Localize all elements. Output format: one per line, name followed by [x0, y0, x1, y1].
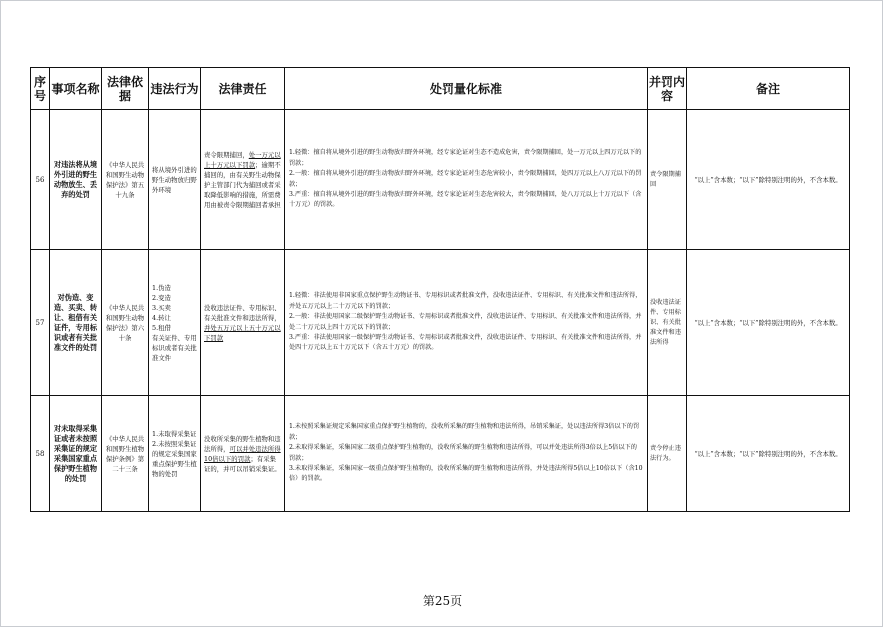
row-note: “以上”含本数；“以下”除特别注明的外，不含本数。: [687, 396, 850, 512]
standard-line: 2.一般：擅自将从境外引进的野生动物放归野外环境，经专家论证对生态危害较小，责令限期捕回，处四万元以上八万元以下的罚款；: [289, 170, 642, 188]
act-line: 5.租借: [152, 323, 171, 332]
table-row: [31, 250, 850, 396]
act-line: 1.伪造: [152, 283, 171, 292]
row-standard: [285, 110, 648, 250]
header-std: 处罚量化标准: [285, 68, 648, 110]
row-law: 《中华人民共和国野生动物保护法》第五十九条: [102, 110, 149, 250]
page-number: 第25页: [422, 594, 463, 608]
standard-line: 2.一般：非法使用国家二级保护野生动物证书、专用标识或者批准文件，没收违法证件、专用标识、有关批准文件和违法所得，并处二十万元以上四十万元以下的罚款；: [289, 313, 642, 331]
row-item: 对未取得采集证或者未按照采集证的规定采集国家重点保护野生植物的处罚: [50, 396, 102, 512]
row-note: “以上”含本数；“以下”除特别注明的外，不含本数。: [687, 250, 850, 396]
standard-line: 3.严重：擅自将从境外引进的野生动物放归野外环境，经专家论证对生态危害较大，责令限期捕回，处八万元以上十万元以下（含十万元）的罚款。: [289, 190, 642, 209]
act-line: 4.转让: [152, 313, 171, 322]
standard-line: 1.轻微：擅自将从境外引进的野生动物放归野外环境，经专家论证对生态不造成危害，责令限期捕回，处一万元以上四万元以下的罚款；: [289, 149, 642, 167]
header-act: 违法行为: [149, 68, 201, 110]
row-law: 《中华人民共和国野生植物保护条例》第二十三条: [102, 396, 149, 512]
table-row: [31, 396, 850, 512]
row-resp: [201, 110, 285, 250]
row-resp: [201, 396, 285, 512]
resp-underlined-text: 处一万元以上十万元以下罚款: [204, 150, 281, 169]
standard-line: 2.未取得采集证，采集国家二级重点保护野生植物的，没收所采集的野生植物和违法所得，可以并处违法所得3倍以上5倍以下的罚款；: [289, 444, 637, 462]
row-act: 将从境外引进的野生动物放归野外环境: [149, 110, 201, 250]
resp-text: 没收所采集的野生植物和违法所得，: [204, 434, 281, 453]
act-line: 1.未取得采集证: [152, 429, 197, 438]
standard-line: 1.轻微：非法使用非国家重点保护野生动物证书、专用标识或者批准文件，没收违法证件、专用标识、有关批准文件和违法所得，并处五万元以上二十万元以下的罚款；: [289, 292, 642, 310]
act-line: 3.买卖: [152, 303, 171, 312]
header-law: 法律依据: [102, 68, 149, 110]
resp-text: 没收违法证件、专用标识、有关批准文件和违法所得，: [204, 303, 281, 322]
standard-line: 3.未取得采集证，采集国家一级重点保护野生植物的，没收所采集的野生植物和违法所得，并处违法所得5倍以上10倍以下（含10倍）的罚款。: [289, 464, 643, 483]
row-item: 对违法将从境外引进的野生动物放生、丢弃的处罚: [50, 110, 102, 250]
resp-text: ；逾期不捕回的，由有关野生动物保护主管部门代为捕回或者采取降低影响的措施，所需费用由被责令限期捕回者承担: [204, 160, 281, 209]
row-combined: 没收违法证件、专用标识、有关批准文件和违法所得: [648, 250, 687, 396]
row-act: [149, 250, 201, 396]
row-combined: 责令限期捕回: [648, 110, 687, 250]
header-note: 备注: [687, 68, 850, 110]
standard-line: 1.未按照采集证规定采集国家重点保护野生植物的，没收所采集的野生植物和违法所得，吊销采集证，处以违法所得3倍以下的罚款；: [289, 423, 640, 441]
row-standard: [285, 396, 648, 512]
penalty-table: [30, 67, 850, 512]
standard-line: 3.严重：非法使用国家一级保护野生动物证书、专用标识或者批准文件，没收违法证件、专用标识、有关批准文件和违法所得，并处四十万元以上五十万元以下（含五十万元）的罚款。: [289, 333, 642, 352]
header-resp: 法律责任: [201, 68, 285, 110]
row-number: 56: [31, 110, 50, 250]
resp-underlined-text: 可以并处违法所得10倍以下的罚款: [204, 444, 281, 463]
row-resp: [201, 250, 285, 396]
act-line: 2.未按照采集证的规定采集国家重点保护野生植物的处罚: [152, 439, 197, 478]
row-standard: [285, 250, 648, 396]
row-item: 对伪造、变造、买卖、转让、租借有关证件，专用标识或者有关批准文件的处罚: [50, 250, 102, 396]
resp-underlined-text: 并处五万元以上五十万元以下罚款: [204, 323, 281, 342]
table-header-row: [31, 68, 850, 110]
header-comb: 并罚内容: [648, 68, 687, 110]
act-line: 有关证件、专用标识或者有关批准文件: [152, 333, 197, 362]
row-combined: 责令停止违法行为。: [648, 396, 687, 512]
resp-text: 责令限期捕回，: [204, 150, 249, 159]
row-number: 57: [31, 250, 50, 396]
row-law: 《中华人民共和国野生动物保护法》第六十条: [102, 250, 149, 396]
resp-text: ；有采集证的，并可以吊销采集证。: [204, 454, 281, 473]
header-no: 序号: [31, 68, 50, 110]
row-note: “以上”含本数；“以下”除特别注明的外，不含本数。: [687, 110, 850, 250]
table-row: [31, 110, 850, 250]
header-item: 事项名称: [50, 68, 102, 110]
act-line: 2.变造: [152, 293, 171, 302]
row-number: 58: [31, 396, 50, 512]
row-act: [149, 396, 201, 512]
